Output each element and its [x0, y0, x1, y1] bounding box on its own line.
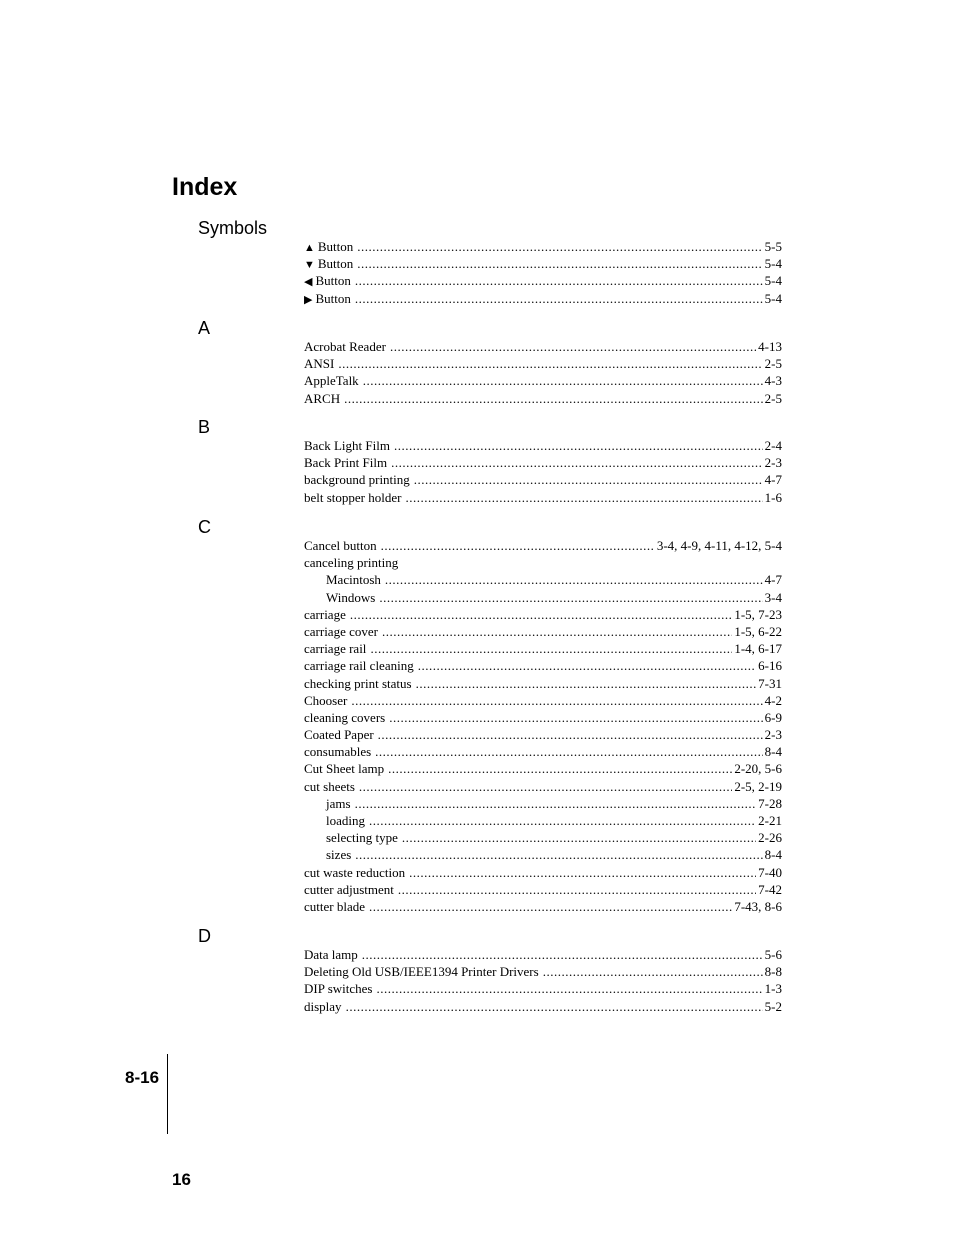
page-ref: 5-2: [764, 998, 782, 1014]
page-ref: 8-4: [764, 744, 782, 760]
page-ref: 4-13: [758, 339, 782, 354]
index-entry: Cut Sheet lamp ..... 2-20, 5-6: [304, 760, 782, 777]
index-entry: cut sheets ..... 2-5, 2-19: [304, 778, 782, 795]
index-entry: cleaning covers ..... 6-9: [304, 709, 782, 726]
index-entry: ◀ Button ..... 5-4: [304, 272, 782, 289]
chapter-folio: 8-16: [125, 1068, 160, 1087]
page-ref: 3-4: [764, 589, 782, 605]
index-entry: cutter adjustment ..... 7-42: [304, 881, 782, 898]
page-ref: 7-31: [758, 675, 782, 691]
up-triangle-icon: ▲: [304, 242, 315, 254]
page-ref: 5-6: [764, 947, 782, 962]
page-ref: 1-4, 6-17: [734, 641, 782, 657]
page-number: 16: [172, 1170, 191, 1189]
index-entry: Cancel button ..... 3-4, 4-9, 4-11, 4-12, 5-4: [304, 537, 782, 554]
page-ref: 2-3: [764, 455, 782, 471]
page-ref: 1-5, 6-22: [734, 623, 782, 639]
page-ref: 5-4: [764, 256, 782, 272]
page-ref: 2-3: [764, 727, 782, 743]
folio-divider: [167, 1054, 168, 1134]
page-ref: 8-4: [764, 847, 782, 863]
page-ref: 1-5, 7-23: [734, 606, 782, 622]
page-ref: 2-5: [764, 356, 782, 372]
page-ref: 6-9: [764, 709, 782, 725]
index-entry: display ..... 5-2: [304, 998, 782, 1015]
index-entry: Data lamp ..... 5-6: [304, 946, 782, 963]
index-entry: Coated Paper ..... 2-3: [304, 726, 782, 743]
page-ref: 5-5: [764, 239, 782, 254]
index-entry: ▲ Button ..... 5-5: [304, 238, 782, 255]
index-entry: background printing ..... 4-7: [304, 471, 782, 488]
index-entry: Deleting Old USB/IEEE1394 Printer Drivers ..... 8-8: [304, 963, 782, 980]
page-ref: 2-4: [764, 438, 782, 453]
section-heading: Symbols: [198, 218, 268, 238]
index-entry: checking print status ..... 7-31: [304, 675, 782, 692]
index-entry: carriage rail ..... 1-4, 6-17: [304, 640, 782, 657]
page-ref: 7-28: [758, 795, 782, 811]
index-subentry: selecting type ..... 2-26: [304, 829, 782, 846]
section-heading: D: [198, 926, 211, 946]
index-entry: belt stopper holder ..... 1-6: [304, 489, 782, 506]
index-entry: cutter blade ..... 7-43, 8-6: [304, 898, 782, 915]
page-ref: 5-4: [764, 273, 782, 289]
page-ref: 5-4: [764, 290, 782, 306]
index-entry: ARCH ..... 2-5: [304, 390, 782, 407]
page-ref: 2-20, 5-6: [734, 761, 782, 777]
index-entry: ▶ Button ..... 5-4: [304, 290, 782, 307]
page-ref: 4-7: [764, 472, 782, 488]
index-section-b: [198, 417, 782, 506]
index-entry: canceling printing: [304, 555, 399, 571]
page-ref: 7-40: [758, 864, 782, 880]
index-entry: carriage cover ..... 1-5, 6-22: [304, 623, 782, 640]
index-section-a: [198, 318, 782, 407]
index-entry: cut waste reduction ..... 7-40: [304, 864, 782, 881]
section-heading: C: [198, 517, 211, 537]
index-entry: consumables ..... 8-4: [304, 743, 782, 760]
page-ref: 8-8: [764, 964, 782, 980]
page-ref: 2-26: [758, 830, 782, 846]
page-ref: 4-7: [764, 572, 782, 588]
page-ref: 7-42: [758, 881, 782, 897]
page-ref: 1-3: [764, 981, 782, 997]
index-section-c: [198, 517, 782, 915]
index-subentry: sizes ..... 8-4: [304, 846, 782, 863]
left-triangle-icon: ◀: [304, 276, 313, 289]
index-subentry: loading ..... 2-21: [304, 812, 782, 829]
index-subentry: Macintosh ..... 4-7: [304, 571, 782, 588]
page-ref: 3-4, 4-9, 4-11, 4-12, 5-4: [656, 538, 782, 553]
index-entry: ANSI ..... 2-5: [304, 355, 782, 372]
page-ref: 7-43, 8-6: [734, 898, 782, 914]
index-entry: Back Light Film ..... 2-4: [304, 437, 782, 454]
index-entry: carriage rail cleaning ..... 6-16: [304, 657, 782, 674]
page-ref: 2-21: [758, 813, 782, 828]
index-entry: Acrobat Reader ..... 4-13: [304, 338, 782, 355]
index-entry: ▼ Button ..... 5-4: [304, 255, 782, 272]
index-subentry: jams ..... 7-28: [304, 795, 782, 812]
down-triangle-icon: ▼: [304, 259, 315, 272]
index-entry: carriage ..... 1-5, 7-23: [304, 606, 782, 623]
page-ref: 4-3: [764, 373, 782, 389]
page-ref: 2-5, 2-19: [734, 778, 782, 794]
index-entry: Chooser ..... 4-2: [304, 692, 782, 709]
index-section-d: [198, 926, 782, 1015]
index-entry: DIP switches ..... 1-3: [304, 980, 782, 997]
index-entry: Back Print Film ..... 2-3: [304, 454, 782, 471]
page-ref: 1-6: [764, 489, 782, 505]
page-ref: 2-5: [764, 390, 782, 406]
section-heading: B: [198, 417, 211, 437]
right-triangle-icon: ▶: [304, 293, 313, 306]
section-heading: A: [198, 318, 211, 338]
page-title: Index: [172, 173, 238, 201]
index-section-symbols: [198, 218, 782, 307]
index-entry: AppleTalk ..... 4-3: [304, 372, 782, 389]
page-ref: 4-2: [764, 692, 782, 708]
page-ref: 6-16: [758, 658, 782, 674]
index-subentry: Windows ..... 3-4: [304, 589, 782, 606]
